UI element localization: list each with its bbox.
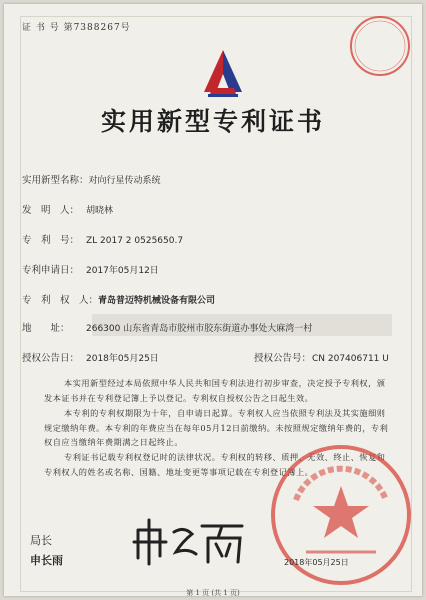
field-label: 发 明 人：: [22, 205, 80, 216]
certificate-page: [4, 4, 422, 596]
field-value: CN 207406711 U: [312, 354, 389, 364]
field-label: 专利申请日：: [22, 265, 80, 276]
patent-office-emblem-icon: [198, 48, 248, 100]
field-label: 授权公告号：: [254, 353, 312, 364]
paragraph-grant: 本实用新型经过本局依照中华人民共和国专利法进行初步审查，决定授予专利权，颁发本证书并在专利登记簿上予以登记。专利权自授权公告之日起生效。: [44, 378, 386, 403]
signature-name: 申长雨: [30, 554, 63, 567]
field-label: 地 址：: [22, 323, 70, 334]
field-value: 2017年05月12日: [86, 266, 159, 276]
field-label: 实用新型名称：: [22, 175, 89, 186]
field-label: 专 利 权 人：: [22, 295, 99, 306]
certificate-title: 实用新型专利证书: [100, 107, 325, 136]
field-value: 2018年05月25日: [86, 354, 159, 364]
field-grant-number: [254, 350, 389, 364]
field-label: 授权公告日：: [22, 353, 80, 364]
signature-title: 局长: [30, 534, 52, 547]
page-number: 第 1 页 (共 1 页): [186, 589, 240, 596]
field-grant-date: [22, 350, 159, 364]
field-application-date: [22, 262, 159, 276]
paragraph-term: 本专利的专利权期限为十年，自申请日起算。专利权人应当依照专利法及其实施细则规定缴纳年费。本专利的年费应当在每年05月12日前缴纳。未按照规定缴纳年费的，专利权自应当缴纳年费期满之日起终止。: [44, 408, 389, 447]
field-label: 专 利 号：: [22, 235, 80, 246]
seal-icon: [348, 14, 412, 78]
certificate-number: 证 书 号 第7388267号: [22, 23, 131, 33]
field-value: 266300 山东省青岛市胶州市胶东街道办事处大麻湾一村: [86, 324, 313, 334]
handwritten-signature-icon: [130, 512, 250, 568]
top-seal-stamp: [348, 14, 412, 78]
field-value: 胡晓林: [86, 206, 114, 216]
field-patentee: [22, 292, 215, 306]
issue-date: 2018年05月25日: [284, 558, 349, 567]
field-address: [22, 320, 312, 334]
field-patent-number: [22, 232, 183, 246]
paragraph-record: 专利证书记载专利权登记时的法律状况。专利权的转移、质押、无效、终止、恢复和专利权人的姓名或名称、国籍、地址变更等事项记载在专利登记簿上。: [44, 452, 386, 477]
field-inventor: [22, 202, 113, 216]
field-value: 对向行星传动系统: [88, 176, 161, 186]
field-value: ZL 2017 2 0525650.7: [86, 236, 184, 246]
field-value: 青岛普迈特机械设备有限公司: [98, 296, 216, 306]
field-utility-name: [22, 172, 161, 186]
